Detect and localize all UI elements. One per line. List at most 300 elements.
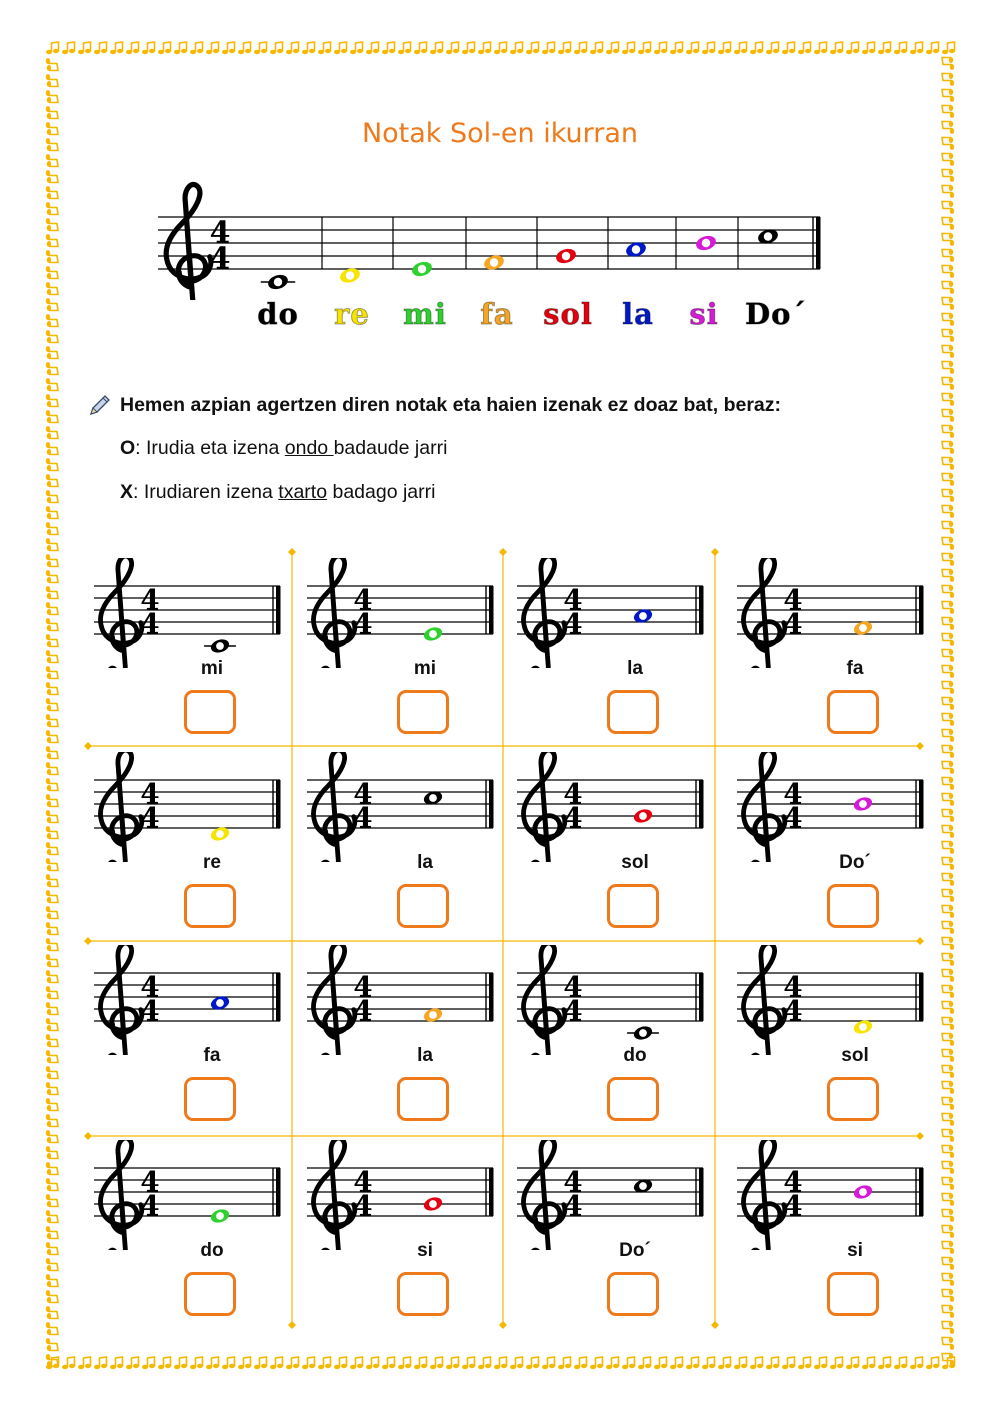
music-note-icon: [654, 1357, 667, 1369]
exercise-note-label: Do´: [839, 852, 871, 873]
music-note-icon: [46, 698, 58, 711]
answer-box[interactable]: [827, 1077, 879, 1121]
music-note-icon: [942, 809, 954, 822]
exercise-staff: [305, 752, 505, 862]
music-note-icon: [606, 1357, 619, 1369]
music-note-icon: [46, 1194, 58, 1207]
music-note-icon: [46, 842, 58, 855]
music-note-icon: [46, 778, 58, 791]
music-note-icon: [302, 42, 315, 54]
note-si: [852, 1183, 874, 1201]
treble-clef-icon: [166, 184, 211, 300]
exercise-note-label: la: [417, 1045, 433, 1066]
note-si: [852, 795, 874, 813]
music-note-icon: [942, 217, 954, 230]
music-note-icon: [942, 617, 954, 630]
time-signature-top: 4: [783, 777, 803, 811]
music-note-icon: [942, 361, 954, 374]
music-note-icon: [174, 1357, 187, 1369]
music-note-icon: [942, 969, 954, 982]
answer-box[interactable]: [184, 1272, 236, 1316]
time-signature-top: 4: [353, 1165, 373, 1199]
exercise-note-label: do: [623, 1045, 647, 1066]
music-note-icon: [46, 426, 58, 439]
answer-box[interactable]: [827, 1272, 879, 1316]
final-barline: [699, 780, 704, 828]
scale-note-name: si: [689, 297, 719, 331]
note-mi: [209, 1207, 231, 1225]
music-note-icon: [46, 42, 59, 54]
music-note-icon: [46, 474, 58, 487]
time-signature-bottom: 4: [140, 1189, 160, 1223]
exercise-cell: [92, 558, 292, 748]
music-note-icon: [46, 1242, 58, 1255]
music-note-icon: [798, 1357, 811, 1369]
music-note-icon: [46, 826, 58, 839]
music-note-icon: [942, 201, 954, 214]
exercise-note-label: Do´: [619, 1240, 651, 1261]
music-note-icon: [222, 42, 235, 54]
exercise-note-label: fa: [203, 1045, 221, 1066]
music-note-icon: [942, 313, 954, 326]
music-note-icon: [46, 346, 58, 359]
music-note-icon: [942, 441, 954, 454]
music-note-icon: [942, 793, 954, 806]
music-note-icon: [942, 1113, 954, 1126]
music-note-icon: [654, 42, 667, 54]
time-signature-top: 4: [783, 1165, 803, 1199]
time-signature-top: 4: [209, 215, 231, 251]
music-note-icon: [94, 1357, 107, 1369]
exercise-staff: [735, 558, 935, 668]
time-signature-top: 4: [563, 583, 583, 617]
music-note-icon: [46, 442, 58, 455]
final-barline: [816, 217, 821, 269]
music-note-icon: [206, 1357, 219, 1369]
page-title: Notak Sol-en ikurran: [361, 118, 639, 149]
treble-clef-icon: [743, 1140, 784, 1250]
exercise-staff: [92, 945, 292, 1055]
music-note-icon: [942, 713, 954, 726]
answer-box[interactable]: [827, 690, 879, 734]
music-note-icon: [46, 1210, 58, 1223]
music-note-icon: [942, 777, 954, 790]
music-note-icon: [942, 1177, 954, 1190]
music-note-icon: [366, 1357, 379, 1369]
music-note-icon: [46, 810, 58, 823]
music-note-icon: [942, 1241, 954, 1254]
music-note-icon: [766, 42, 779, 54]
music-note-icon: [942, 569, 954, 582]
music-note-icon: [942, 1017, 954, 1030]
music-note-icon: [638, 1357, 651, 1369]
music-note-icon: [46, 1050, 58, 1063]
music-note-icon: [542, 42, 555, 54]
music-note-icon: [894, 1357, 907, 1369]
music-note-icon: [46, 218, 58, 231]
music-note-icon: [302, 1357, 315, 1369]
music-note-icon: [318, 42, 331, 54]
final-barline: [489, 973, 494, 1021]
time-signature-bottom: 4: [209, 241, 231, 277]
music-note-icon: [830, 1357, 843, 1369]
music-note-icon: [942, 697, 954, 710]
answer-box[interactable]: [397, 690, 449, 734]
exercise-cell: [515, 945, 715, 1135]
time-signature-bottom: 4: [563, 1189, 583, 1223]
music-note-icon: [942, 1065, 954, 1078]
music-note-icon: [942, 1161, 954, 1174]
treble-clef-icon: [743, 558, 784, 668]
exercise-note-label: re: [203, 852, 221, 873]
exercise-staff: [735, 1140, 935, 1250]
music-note-icon: [942, 169, 954, 182]
music-note-icon: [942, 537, 954, 550]
music-note-icon: [110, 42, 123, 54]
music-note-icon: [942, 329, 954, 342]
music-note-icon: [878, 42, 891, 54]
exercise-cell: [735, 945, 935, 1135]
music-note-icon: [46, 874, 58, 887]
music-note-icon: [46, 1018, 58, 1031]
music-note-icon: [718, 42, 731, 54]
final-barline: [699, 973, 704, 1021]
note-do: [204, 637, 236, 655]
scale-note-name: mi: [403, 297, 447, 331]
time-signature-bottom: 4: [140, 801, 160, 835]
music-note-icon: [750, 1357, 763, 1369]
music-note-icon: [478, 1357, 491, 1369]
music-note-icon: [430, 1357, 443, 1369]
music-note-icon: [62, 42, 75, 54]
final-barline: [489, 586, 494, 634]
music-note-icon: [942, 761, 954, 774]
music-note-icon: [942, 873, 954, 886]
note-sol: [554, 246, 577, 265]
music-note-icon: [46, 330, 58, 343]
music-note-icon: [46, 490, 58, 503]
music-note-icon: [46, 394, 58, 407]
music-note-icon: [46, 314, 58, 327]
music-note-icon: [270, 42, 283, 54]
music-note-icon: [942, 649, 954, 662]
exercise-note-label: sol: [621, 852, 649, 873]
time-signature-top: 4: [353, 970, 373, 1004]
music-note-icon: [942, 1097, 954, 1110]
music-note-icon: [190, 42, 203, 54]
music-note-icon: [46, 90, 58, 103]
music-note-icon: [814, 1357, 827, 1369]
music-note-icon: [878, 1357, 891, 1369]
music-note-icon: [350, 42, 363, 54]
music-note-icon: [158, 42, 171, 54]
music-note-icon: [830, 42, 843, 54]
music-note-icon: [590, 1357, 603, 1369]
music-note-icon: [46, 202, 58, 215]
exercise-staff: [92, 1140, 292, 1250]
exercise-cell: [305, 752, 505, 942]
music-note-icon: [334, 1357, 347, 1369]
music-note-icon: [46, 730, 58, 743]
treble-clef-icon: [523, 558, 564, 668]
music-note-icon: [942, 745, 954, 758]
exercise-note-label: mi: [413, 658, 437, 679]
exercise-staff: [515, 1140, 715, 1250]
music-note-icon: [126, 1357, 139, 1369]
music-note-icon: [46, 266, 58, 279]
time-signature-bottom: 4: [563, 994, 583, 1028]
music-note-icon: [62, 1357, 75, 1369]
music-note-icon: [926, 42, 939, 54]
music-note-icon: [46, 458, 58, 471]
time-signature-bottom: 4: [353, 1189, 373, 1223]
answer-box[interactable]: [184, 690, 236, 734]
music-note-icon: [942, 1321, 954, 1334]
note-sol: [422, 1195, 444, 1213]
final-barline: [276, 973, 281, 1021]
music-note-icon: [46, 1322, 58, 1335]
scale-note-name: re: [334, 297, 370, 331]
music-note-icon: [942, 345, 954, 358]
time-signature-bottom: 4: [783, 1189, 803, 1223]
answer-box[interactable]: [397, 1272, 449, 1316]
music-note-icon: [942, 937, 954, 950]
music-note-icon: [942, 73, 954, 86]
music-note-icon: [46, 1162, 58, 1175]
music-note-icon: [110, 1357, 123, 1369]
scale-note-name: do: [257, 297, 299, 331]
music-note-icon: [446, 42, 459, 54]
final-barline: [919, 973, 924, 1021]
music-note-icon: [622, 1357, 635, 1369]
exercise-staff: [92, 558, 292, 668]
answer-box[interactable]: [397, 1077, 449, 1121]
exercise-cell: [515, 752, 715, 942]
exercise-staff: [305, 945, 505, 1055]
music-note-icon: [46, 954, 58, 967]
music-note-icon: [46, 762, 58, 775]
music-note-icon: [942, 825, 954, 838]
music-note-icon: [542, 1357, 555, 1369]
exercise-staff: [735, 945, 935, 1055]
music-note-icon: [846, 1357, 859, 1369]
music-note-icon: [942, 521, 954, 534]
music-note-icon: [46, 922, 58, 935]
music-note-icon: [942, 729, 954, 742]
music-note-icon: [670, 1357, 683, 1369]
music-note-icon: [942, 553, 954, 566]
music-note-icon: [46, 1226, 58, 1239]
music-note-icon: [942, 1033, 954, 1046]
music-note-icon: [494, 1357, 507, 1369]
music-note-icon: [942, 1209, 954, 1222]
music-note-icon: [46, 522, 58, 535]
music-note-icon: [238, 1357, 251, 1369]
answer-box[interactable]: [397, 884, 449, 928]
exercise-staff: [305, 1140, 505, 1250]
music-note-icon: [942, 489, 954, 502]
music-note-icon: [46, 1258, 58, 1271]
answer-box[interactable]: [184, 1077, 236, 1121]
note-sol: [632, 807, 654, 825]
music-note-icon: [46, 570, 58, 583]
music-note-icon: [46, 1130, 58, 1143]
music-note-icon: [46, 1002, 58, 1015]
answer-box[interactable]: [607, 1077, 659, 1121]
answer-box[interactable]: [607, 690, 659, 734]
exercise-cell: [305, 1140, 505, 1330]
music-note-icon: [558, 42, 571, 54]
music-note-icon: [46, 1034, 58, 1047]
exercise-note-label: la: [627, 658, 643, 679]
music-note-icon: [942, 601, 954, 614]
music-note-icon: [942, 1081, 954, 1094]
time-signature-bottom: 4: [140, 607, 160, 641]
instructions: [88, 393, 948, 503]
music-note-icon: [430, 42, 443, 54]
exercise-staff: [92, 752, 292, 862]
treble-clef-icon: [313, 558, 354, 668]
exercise-note-label: la: [417, 852, 433, 873]
time-signature-top: 4: [140, 1165, 160, 1199]
music-note-icon: [574, 42, 587, 54]
music-note-icon: [46, 858, 58, 871]
music-note-icon: [46, 970, 58, 983]
treble-clef-icon: [100, 1140, 141, 1250]
time-signature-bottom: 4: [783, 801, 803, 835]
music-note-icon: [46, 170, 58, 183]
music-note-icon: [350, 1357, 363, 1369]
answer-box[interactable]: [607, 1272, 659, 1316]
music-note-icon: [670, 42, 683, 54]
exercise-note-label: mi: [200, 658, 224, 679]
exercise-cell: [305, 945, 505, 1135]
music-note-icon: [894, 42, 907, 54]
music-note-icon: [718, 1357, 731, 1369]
music-note-icon: [46, 650, 58, 663]
music-note-icon: [46, 794, 58, 807]
time-signature-top: 4: [140, 583, 160, 617]
note-mi: [410, 259, 433, 278]
music-note-icon: [286, 42, 299, 54]
music-note-icon: [526, 1357, 539, 1369]
time-signature-top: 4: [140, 777, 160, 811]
music-note-icon: [446, 1357, 459, 1369]
instructions-lead: Hemen azpian agertzen diren notak eta haien izenak ez doaz bat, beraz:: [120, 393, 782, 416]
music-note-icon: [238, 42, 251, 54]
music-note-icon: [462, 1357, 475, 1369]
music-note-icon: [942, 105, 954, 118]
instruction-x: X: Irudiaren izena txarto badago jarri: [120, 481, 436, 503]
exercise-note-label: si: [417, 1240, 433, 1261]
time-signature-bottom: 4: [783, 607, 803, 641]
time-signature-top: 4: [563, 970, 583, 1004]
scale-staff: [150, 180, 830, 300]
music-note-icon: [46, 410, 58, 423]
music-note-icon: [750, 42, 763, 54]
music-note-icon: [798, 42, 811, 54]
music-note-icon: [942, 505, 954, 518]
music-note-icon: [942, 377, 954, 390]
music-note-icon: [414, 1357, 427, 1369]
music-note-icon: [942, 1273, 954, 1286]
music-note-icon: [702, 1357, 715, 1369]
music-note-icon: [398, 42, 411, 54]
music-note-icon: [46, 186, 58, 199]
music-note-icon: [942, 1225, 954, 1238]
time-signature-bottom: 4: [140, 994, 160, 1028]
treble-clef-icon: [313, 752, 354, 862]
music-note-icon: [526, 42, 539, 54]
music-note-icon: [942, 953, 954, 966]
music-note-icon: [942, 1145, 954, 1158]
music-note-icon: [814, 42, 827, 54]
music-note-icon: [318, 1357, 331, 1369]
music-note-icon: [46, 714, 58, 727]
music-note-icon: [46, 506, 58, 519]
exercise-cell: [515, 1140, 715, 1330]
answer-box[interactable]: [827, 884, 879, 928]
scale-note-name: fa: [480, 297, 514, 331]
music-note-icon: [270, 1357, 283, 1369]
final-barline: [919, 1168, 924, 1216]
exercise-staff: [735, 752, 935, 862]
music-note-icon: [190, 1357, 203, 1369]
music-note-icon: [942, 297, 954, 310]
music-note-icon: [334, 42, 347, 54]
exercise-staff: [515, 945, 715, 1055]
music-note-icon: [46, 666, 58, 679]
final-barline: [919, 586, 924, 634]
music-note-icon: [782, 42, 795, 54]
time-signature-bottom: 4: [783, 994, 803, 1028]
music-note-icon: [46, 1146, 58, 1159]
music-note-icon: [158, 1357, 171, 1369]
time-signature-top: 4: [353, 583, 373, 617]
music-note-icon: [46, 906, 58, 919]
note-mi: [422, 625, 444, 643]
music-note-icon: [942, 1001, 954, 1014]
exercise-cell: [305, 558, 505, 748]
note-do: [627, 1024, 659, 1042]
music-note-icon: [46, 74, 58, 87]
pencil-icon: [88, 393, 112, 417]
instruction-o: O: Irudia eta izena ondo badaude jarri: [120, 437, 448, 459]
music-note-icon: [46, 1274, 58, 1287]
final-barline: [699, 586, 704, 634]
music-note-icon: [46, 618, 58, 631]
music-note-icon: [734, 1357, 747, 1369]
answer-box[interactable]: [184, 884, 236, 928]
music-note-icon: [46, 586, 58, 599]
scale-note-name: Do´: [745, 297, 807, 331]
music-note-icon: [414, 42, 427, 54]
exercise-cell: [735, 558, 935, 748]
music-note-icon: [942, 265, 954, 278]
exercise-note-label: fa: [846, 658, 864, 679]
exercise-note-label: sol: [841, 1045, 869, 1066]
treble-clef-icon: [100, 558, 141, 668]
answer-box[interactable]: [607, 884, 659, 928]
exercise-note-label: do: [200, 1240, 224, 1261]
music-note-icon: [46, 1098, 58, 1111]
music-note-icon: [46, 378, 58, 391]
music-note-icon: [942, 1305, 954, 1318]
music-note-icon: [942, 633, 954, 646]
music-note-icon: [942, 281, 954, 294]
music-note-icon: [78, 1357, 91, 1369]
music-note-icon: [46, 1066, 58, 1079]
